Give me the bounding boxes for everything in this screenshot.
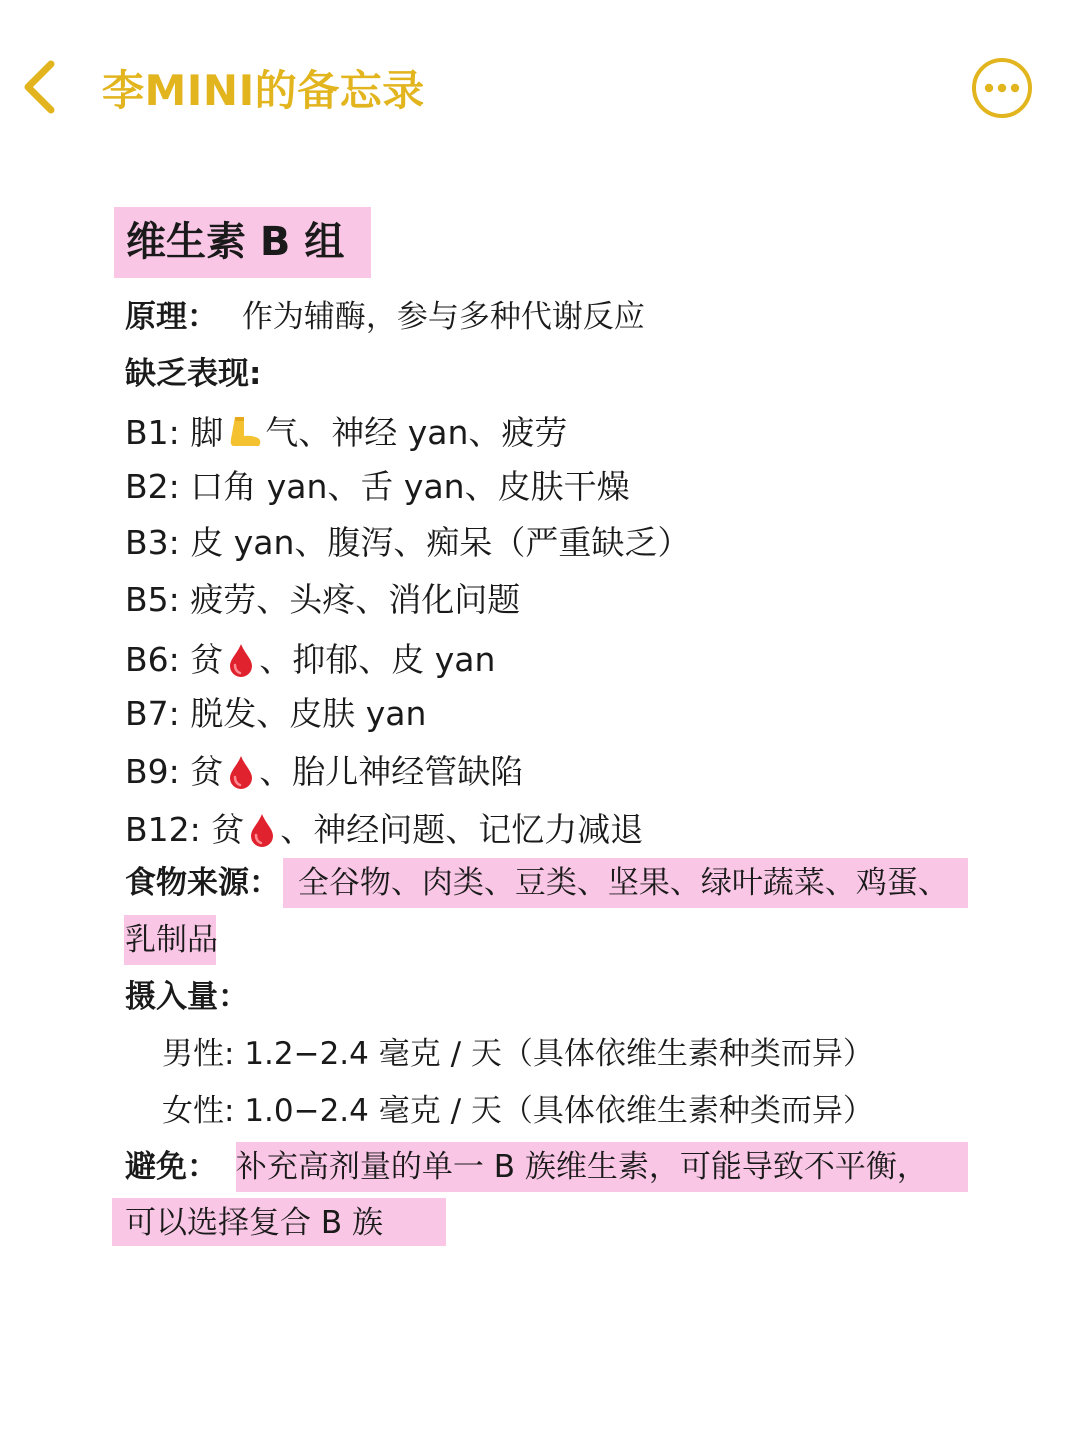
deficiency-item [125, 580, 520, 620]
app-title: 李MINI的备忘录 [102, 66, 425, 115]
deficiency-item-text-after: 、神经问题、记忆力减退 [280, 810, 644, 849]
principle-text: 作为辅酶，参与多种代谢反应 [241, 299, 645, 335]
deficiency-item-text: 皮 yan、腹泻、痴呆（严重缺乏） [190, 523, 691, 562]
deficiency-item-text: 口角 yan、舌 yan、皮肤干燥 [190, 467, 630, 506]
deficiency-item [125, 467, 630, 507]
deficiency-item [125, 810, 643, 857]
deficiency-item-text: 疲劳、头疼、消化问题 [190, 580, 521, 619]
deficiency-item-label: B7: [125, 694, 180, 733]
deficiency-item [125, 413, 567, 460]
intake-female [162, 1091, 874, 1131]
deficiency-item-label: B6: [125, 640, 180, 679]
intake-male-label: 男性: [162, 1036, 235, 1072]
blood-drop-icon [225, 642, 257, 687]
deficiency-item-text-after: 、抑郁、皮 yan [259, 640, 496, 679]
intake-female-text: 1.0−2.4 毫克 / 天（具体依维生素种类而异） [244, 1093, 874, 1129]
deficiency-item [125, 640, 495, 687]
intake-male [162, 1034, 874, 1074]
deficiency-label: 缺乏表现: [125, 356, 262, 392]
avoid-line [125, 1147, 928, 1187]
intake-male-text: 1.2−2.4 毫克 / 天（具体依维生素种类而异） [244, 1036, 874, 1072]
food-text-continued: 乳制品 [125, 922, 218, 958]
deficiency-item-label: B5: [125, 580, 180, 619]
principle-line [125, 297, 645, 337]
deficiency-item-label: B9: [125, 752, 180, 791]
deficiency-item-text-before: 贫 [190, 752, 224, 791]
deficiency-item-label: B2: [125, 467, 180, 506]
deficiency-item-text: 脱发、皮肤 yan [190, 694, 427, 733]
foot-icon [225, 413, 263, 460]
intake-female-label: 女性: [162, 1093, 235, 1129]
food-text: 全谷物、肉类、豆类、坚果、绿叶蔬菜、鸡蛋、 [297, 865, 949, 901]
blood-drop-icon [225, 754, 257, 799]
deficiency-item-label: B3: [125, 523, 180, 562]
deficiency-item-text-before: 贫 [190, 640, 224, 679]
deficiency-item-label: B1: [125, 413, 180, 452]
avoid-text-continued: 可以选择复合 B 族 [125, 1205, 383, 1241]
intake-label: 摄入量： [125, 979, 249, 1015]
deficiency-item-text-before: 脚 [190, 413, 224, 452]
food-label: 食物来源： [125, 865, 280, 901]
deficiency-item-label: B12: [125, 810, 201, 849]
blood-drop-icon [246, 812, 278, 857]
avoid-text: 补充高剂量的单一 B 族维生素，可能导致不平衡， [235, 1149, 928, 1185]
deficiency-item [125, 523, 690, 563]
deficiency-item [125, 752, 523, 799]
deficiency-item-text-after: 气、神经 yan、疲劳 [265, 413, 568, 452]
deficiency-item-text-after: 、胎儿神经管缺陷 [259, 752, 524, 791]
principle-label: 原理： [125, 299, 218, 335]
food-line [125, 863, 949, 903]
note-heading: 维生素 B 组 [114, 207, 371, 278]
deficiency-item-text-before: 贫 [211, 810, 245, 849]
avoid-label: 避免： [125, 1149, 218, 1185]
deficiency-item [125, 694, 426, 734]
